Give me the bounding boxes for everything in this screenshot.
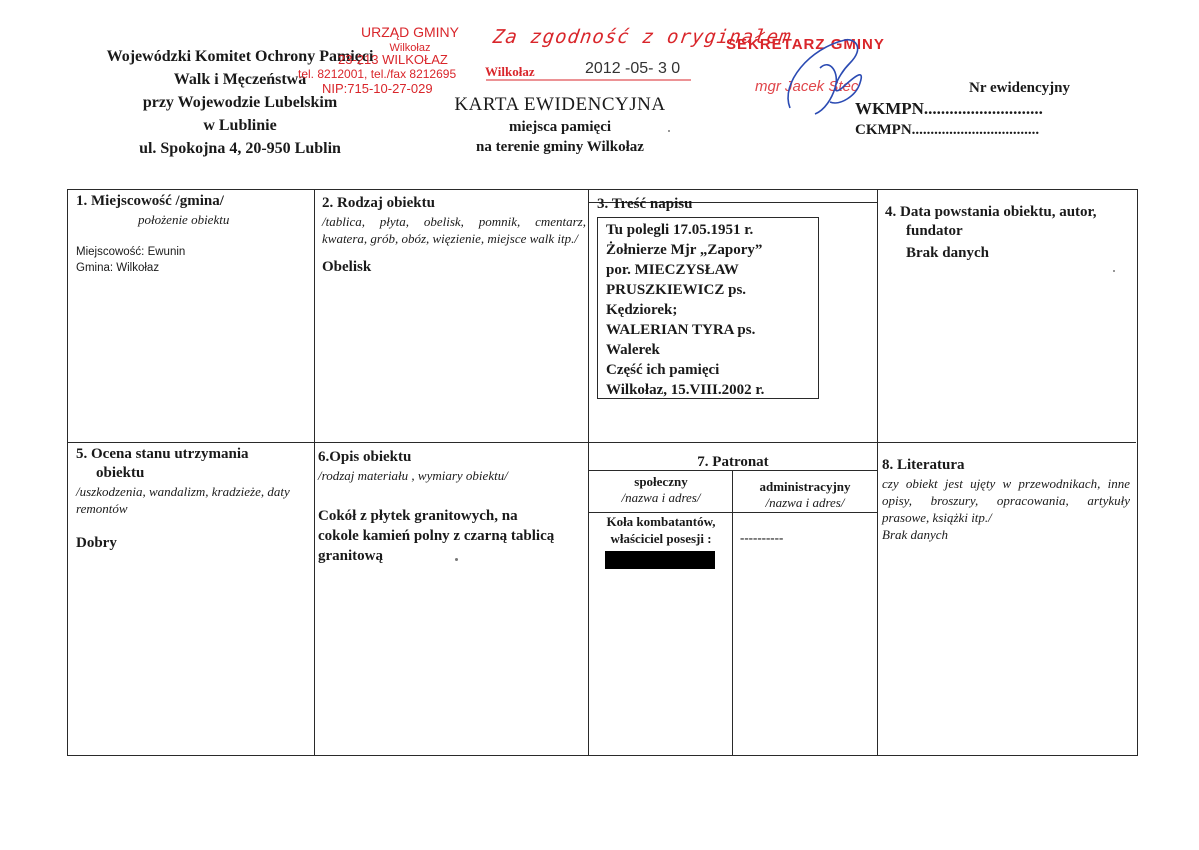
secretary-stamp: SEKRETARZ GMINY xyxy=(726,36,885,53)
cell-description-hint: /rodzaj materiału , wymiary obiektu/ xyxy=(318,468,508,483)
column-divider xyxy=(877,190,878,755)
cell-literature xyxy=(882,456,1130,543)
cell-description-title: 6.Opis obiektu xyxy=(318,449,412,465)
date-underline xyxy=(486,78,696,84)
cell-condition-hint: /uszkodzenia, wandalizm, kradzieże, daty remontów xyxy=(76,484,290,516)
inscription-line: Żołnierze Mjr „Zapory” xyxy=(606,242,763,258)
registration-number-block xyxy=(855,78,1085,140)
inscription-line: Część ich pamięci xyxy=(606,362,720,378)
org-line-5: ul. Spokojna 4, 20-950 Lublin xyxy=(139,140,341,157)
inscription-line: WALERIAN TYRA ps. xyxy=(606,322,756,338)
cell-object-type-title: 2. Rodzaj obiektu xyxy=(322,195,435,211)
inscription-line: Kędziorek; xyxy=(606,302,678,318)
patronage-social-value xyxy=(589,513,733,547)
cell-patronage xyxy=(589,453,877,472)
patronage-social-value-2: właściciel posesji : xyxy=(610,531,712,546)
office-stamp-line-1: URZĄD GMINY xyxy=(361,24,459,40)
inscription-line: por. MIECZYSŁAW xyxy=(606,262,739,278)
cell-location-title: 1. Miejscowość /gmina/ xyxy=(76,193,224,209)
patronage-social-hint: /nazwa i adres/ xyxy=(621,490,701,505)
cell-object-type xyxy=(322,194,586,277)
patronage-admin-hint: /nazwa i adres/ xyxy=(765,495,845,510)
secretary-name: mgr Jacek Stec xyxy=(755,78,859,95)
inscription-line: Walerek xyxy=(606,342,660,358)
office-stamp-phone: tel. 8212001, tel./fax 8212695 xyxy=(298,67,457,81)
certified-copy-place: Wilkołaz xyxy=(485,64,535,79)
cell-location-hint: położenie obiektu xyxy=(138,212,230,227)
cell-condition xyxy=(76,445,308,553)
cell-condition-title-2: obiektu xyxy=(96,465,145,481)
condition-value: Dobry xyxy=(76,535,117,551)
org-line-4: w Lublinie xyxy=(203,117,277,134)
patronage-admin-value: ---------- xyxy=(740,530,784,545)
office-stamp-address: 23-213 WILKOŁAZ xyxy=(338,52,448,67)
row-divider xyxy=(68,442,1136,443)
inscription-line: Wilkołaz, 15.VIII.2002 r. xyxy=(606,382,765,398)
cell-patronage-title: 7. Patronat xyxy=(697,454,769,470)
certified-copy-date: 2012 -05- 3 0 xyxy=(585,60,681,77)
location-commune: Gmina: Wilkołaz xyxy=(76,262,160,274)
cell-creation-date-title-1: 4. Data powstania obiektu, autor, xyxy=(885,204,1097,220)
patronage-admin-title: administracyjny xyxy=(759,479,851,494)
scan-speck xyxy=(1113,270,1115,272)
office-stamp-nip: NIP:715-10-27-029 xyxy=(322,81,433,96)
column-divider xyxy=(314,190,315,755)
cell-inscription-title-wrap xyxy=(597,195,877,214)
wkmpn-field: WKMPN............................ xyxy=(855,99,1043,118)
org-line-1: Wojewódzki Komitet Ochrony Pamięci xyxy=(106,48,374,65)
office-stamp-line-2: Wilkołaz xyxy=(389,42,431,54)
redacted-owner-name xyxy=(605,551,715,569)
cell-object-type-hint: /tablica, płyta, obelisk, pomnik, cmentarz, kwatera, grób, obóz, więzienie, miejsce walk itp./ xyxy=(322,214,586,246)
literature-value: Brak danych xyxy=(882,527,949,542)
card-title: KARTA EWIDENCYJNA xyxy=(454,94,666,115)
creation-date-value: Brak danych xyxy=(906,245,989,261)
org-line-2: Walk i Męczeństwa xyxy=(173,71,307,88)
cell-condition-title-1: 5. Ocena stanu utrzymania xyxy=(76,446,249,462)
cell-literature-hint: czy obiekt jest ujęty w przewodnikach, inne opisy, broszury, opracowania, artykuły prasowe, książki itp./ xyxy=(882,476,1130,525)
patronage-social-header xyxy=(589,474,733,506)
column-divider xyxy=(588,190,589,755)
registration-number-label: Nr ewidencyjny xyxy=(969,80,1070,96)
card-subtitle-2: na terenie gminy Wilkołaz xyxy=(476,139,644,155)
cell-literature-title: 8. Literatura xyxy=(882,457,965,473)
org-line-3: przy Wojewodzie Lubelskim xyxy=(142,94,338,111)
card-subtitle-1: miejsca pamięci xyxy=(508,119,612,135)
cell-creation-date xyxy=(885,203,1135,263)
object-type-value: Obelisk xyxy=(322,259,372,275)
patronage-social-title: społeczny xyxy=(634,474,688,489)
ckmpn-field: CKMPN.................................. xyxy=(855,122,1040,138)
location-village: Miejscowość: Ewunin xyxy=(76,246,186,258)
scan-speck xyxy=(455,558,458,561)
card-title-block xyxy=(440,93,680,157)
cell-location xyxy=(76,192,308,276)
inscription-line: Tu polegli 17.05.1951 r. xyxy=(606,222,754,238)
inscription-box xyxy=(597,217,819,399)
patronage-admin-header xyxy=(733,479,877,511)
scan-speck xyxy=(668,130,670,132)
patronage-social-value-1: Koła kombatantów, xyxy=(606,514,716,529)
cell-creation-date-title-2: fundator xyxy=(906,223,963,239)
cell-description xyxy=(318,448,586,566)
description-value: Cokół z płytek granitowych, na cokole kamień polny z czarną tablicą granitową xyxy=(318,508,555,564)
inscription-line: PRUSZKIEWICZ ps. xyxy=(606,282,747,298)
certified-copy-stamp: Za zgodność z oryginałem xyxy=(491,26,794,48)
cell-inscription-title: 3. Treść napisu xyxy=(597,196,693,212)
